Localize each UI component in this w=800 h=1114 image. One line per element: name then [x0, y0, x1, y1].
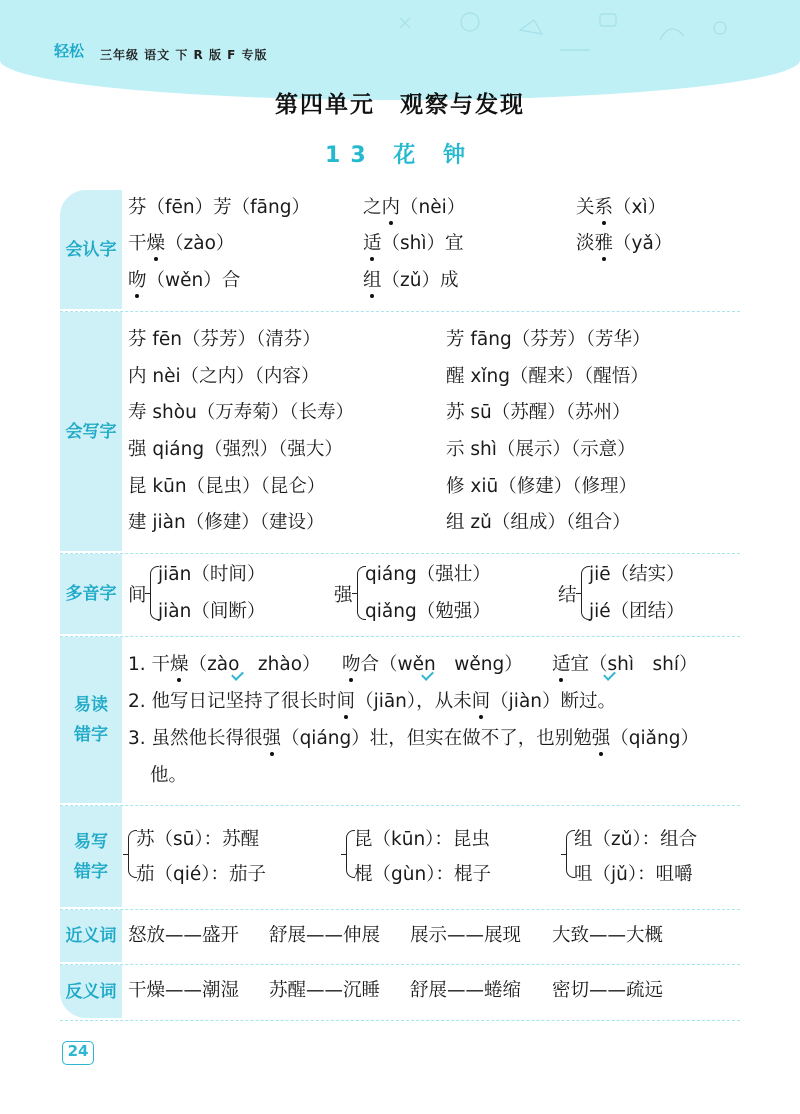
polyphone-reading: jiē（结实）: [589, 564, 685, 585]
section-label-polyphone: 多音字: [60, 554, 122, 634]
section-synonym: [60, 910, 740, 965]
write-item: 强 qiáng（强烈）（强大）: [128, 439, 343, 460]
recognize-content: [128, 190, 740, 311]
unit-title: 第四单元 观察与发现: [275, 92, 525, 118]
synonym-pair: 怒放——盛开: [128, 925, 240, 946]
write-item: 醒 xǐng（醒来）（醒悟）: [446, 366, 649, 387]
running-head: 三年级 语文 下 R 版 F 专版: [100, 48, 268, 62]
polyphone-content: [128, 554, 740, 636]
miswrite-item: 昆（kūn）：昆虫: [354, 829, 490, 850]
recognize-item: 干燥（zào）: [128, 233, 235, 254]
section-recognize: [60, 190, 740, 312]
write-item: 示 shì（展示）（示意）: [446, 439, 636, 460]
antonym-pair: 密切——疏远: [552, 980, 664, 1001]
misread-line-2: 2. 他写日记坚持了很长时间（jiān），从未间（jiàn）断过。: [128, 691, 617, 712]
recognize-item: 淡雅（yǎ）: [576, 233, 673, 254]
misread-content: [128, 637, 740, 805]
polyphone-reading: qiáng（强壮）: [365, 564, 491, 585]
polyphone-reading: jiān（时间）: [158, 564, 266, 585]
recognize-item: 吻（wěn）合: [128, 270, 241, 291]
section-label-antonym: 反义词: [60, 965, 122, 1018]
recognize-item: 之内（nèi）: [363, 197, 466, 218]
miswrite-item: 组（zǔ）：组合: [574, 829, 698, 850]
write-item: 昆 kūn（昆虫）（昆仑）: [128, 476, 326, 497]
antonym-content: [128, 965, 740, 1020]
section-label-write: 会写字: [60, 312, 122, 551]
section-label-recognize: 会认字: [60, 190, 122, 309]
polyphone-char: 强: [334, 585, 353, 606]
section-misread: [60, 637, 740, 806]
misread-line-1b: 吻合（wěn wěng）: [342, 654, 523, 675]
polyphone-char: 结: [558, 585, 577, 606]
page-number: 24: [62, 1041, 94, 1065]
recognize-item: 关系（xì）: [576, 197, 667, 218]
write-item: 芬 fēn（芬芳）（清芬）: [128, 329, 321, 350]
recognize-item: 芬（fēn）芳（fāng）: [128, 197, 310, 218]
section-label-miswrite: 易写 错字: [60, 806, 122, 907]
synonym-pair: 舒展——伸展: [269, 925, 381, 946]
miswrite-item: 棍（gùn）：棍子: [354, 864, 491, 885]
write-item: 内 nèi（之内）（内容）: [128, 366, 320, 387]
antonym-pair: 舒展——蜷缩: [410, 980, 522, 1001]
antonym-pair: 干燥——潮湿: [128, 980, 240, 1001]
lesson-title: 13 花 钟: [325, 143, 475, 168]
synonym-content: [128, 910, 740, 964]
write-item: 寿 shòu（万寿菊）（长寿）: [128, 402, 355, 423]
polyphone-reading: qiǎng（勉强）: [365, 601, 491, 622]
miswrite-item: 茄（qié）：茄子: [136, 864, 267, 885]
misread-line-3: 3. 虽然他长得很强（qiáng）壮，但实在做不了，也别勉强（qiǎng）: [128, 728, 699, 749]
section-polyphone: [60, 554, 740, 637]
synonym-pair: 展示——展现: [410, 925, 522, 946]
section-miswrite: [60, 806, 740, 910]
series-logo: 轻松: [54, 42, 85, 60]
section-write: [60, 312, 740, 554]
write-item: 组 zǔ（组成）（组合）: [446, 512, 631, 533]
recognize-item: 组（zǔ）成: [363, 270, 459, 291]
section-label-misread: 易读 错字: [60, 637, 122, 803]
section-label-synonym: 近义词: [60, 910, 122, 962]
polyphone-char: 间: [128, 585, 147, 606]
polyphone-reading: jiàn（间断）: [158, 601, 266, 622]
recognize-item: 适（shì）宜: [363, 233, 464, 254]
miswrite-item: 咀（jǔ）：咀嚼: [574, 864, 693, 885]
synonym-pair: 大致——大概: [552, 925, 664, 946]
write-item: 建 jiàn（修建）（建设）: [128, 512, 325, 533]
misread-line-1c: 适宜（shì shí）: [552, 654, 698, 675]
section-antonym: [60, 965, 740, 1021]
misread-line-1: 1. 干燥（zào zhào）: [128, 654, 321, 675]
write-content: [128, 312, 740, 553]
write-item: 芳 fāng（芬芳）（芳华）: [446, 329, 651, 350]
miswrite-item: 苏（sū）：苏醒: [136, 829, 260, 850]
antonym-pair: 苏醒——沉睡: [269, 980, 381, 1001]
miswrite-content: [128, 806, 740, 909]
misread-line-4: 他。: [150, 765, 188, 786]
write-item: 苏 sū（苏醒）（苏州）: [446, 402, 631, 423]
polyphone-reading: jié（团结）: [589, 601, 685, 622]
write-item: 修 xiū（修建）（修理）: [446, 476, 637, 497]
